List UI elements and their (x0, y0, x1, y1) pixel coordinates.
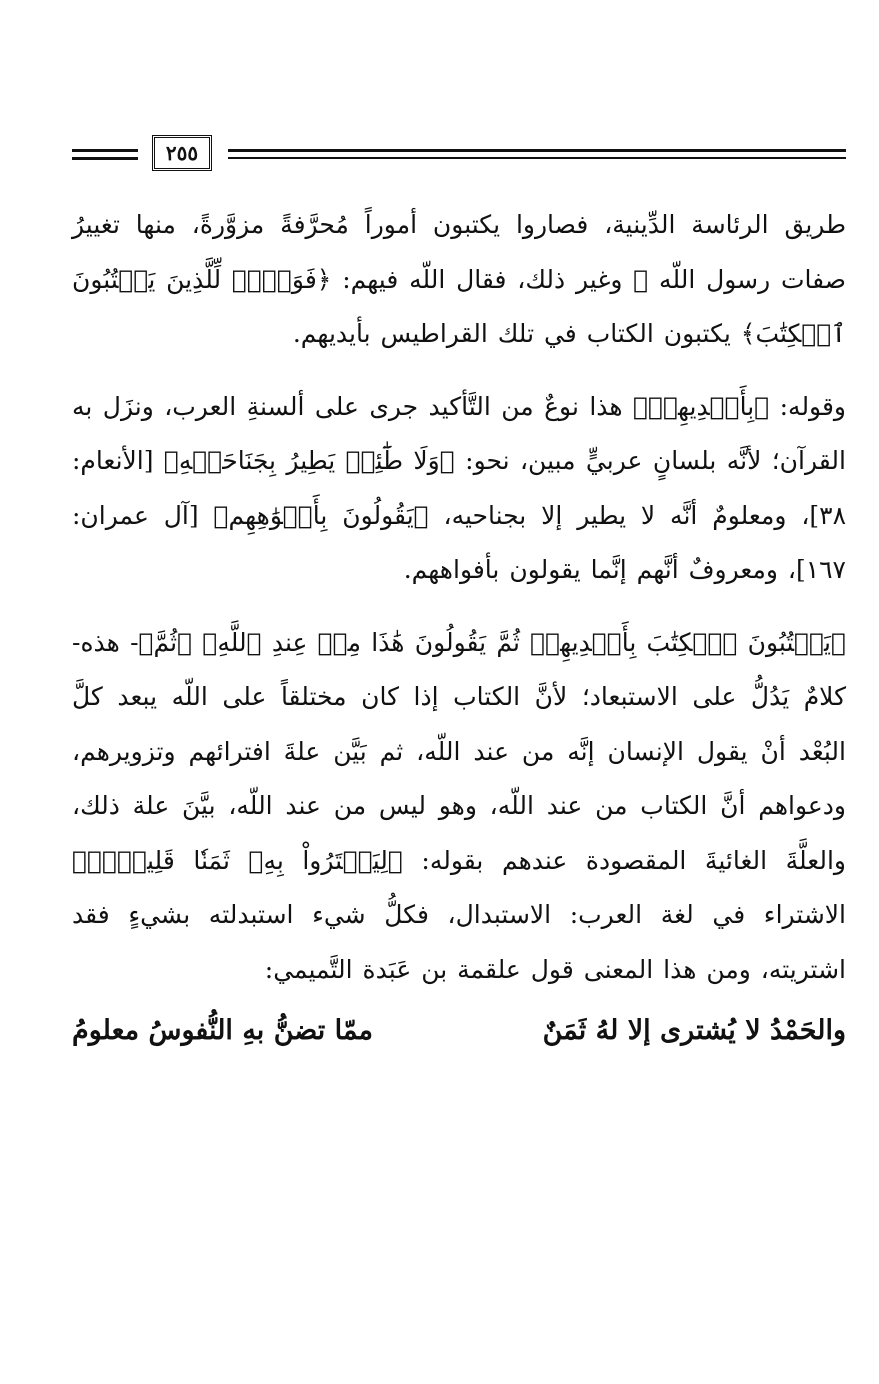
page-body (72, 198, 846, 1051)
poetry-verse (72, 1011, 846, 1051)
header-rule-long (228, 149, 846, 152)
paragraph: ﴿يَكۡتُبُونَ ٱلۡكِتَٰبَ بِأَيۡدِيهِمۡ ثُمَّ يَقُولُونَ هَٰذَا مِنۡ عِندِ ٱللَّهِ﴾ ﴿ثُمَّ﴾- هذه- كلامٌ يَدُلُّ على الاستبعاد؛ لأنَّ الكتاب إذا كان مختلقاً على اللّه يبعد كلَّ البُعْد أنْ يقول الإنسان إنَّه من عند اللّه، ثم بَيَّن علةَ افترائهم وتزويرهم، ودعواهم أنَّ الكتاب من عند اللّه، وهو ليس من عند اللّه، بيَّنَ علة ذلك، والعلَّةَ الغائيةَ المقصودة عندهم بقوله: ﴿لِيَشۡتَرُواْ بِهِۦ ثَمَنٗا قَلِيلٗاۖ﴾ الاشتراء في لغة العرب: الاستبدال، فكلُّ شيء استبدلته بشيءٍ فقد اشتريته، ومن هذا المعنى قول علقمة بن عَبَدة التَّميمي: (72, 627, 846, 984)
verse-hemistich-first: والحَمْدُ لا يُشترى إلا لهُ ثَمَنٌ (542, 1015, 846, 1046)
header-rule-short (72, 149, 138, 152)
header-rule-long (228, 157, 846, 159)
verse-hemistich-second: ممّا تضنُّ بهِ النُّفوسُ معلومُ (72, 1015, 373, 1046)
paragraph: طريق الرئاسة الدِّينية، فصاروا يكتبون أموراً مُحرَّفةً مزوَّرةً، منها تغييرُ صفات رسول اللّه ﷺ وغير ذلك، فقال اللّه فيهم: ﴿فَوَيۡلٞ لِّلَّذِينَ يَكۡتُبُونَ ٱلۡكِتَٰبَ﴾ يكتبون الكتاب في تلك القراطيس بأيديهم. (72, 210, 846, 348)
header-rule-short (72, 157, 138, 160)
page-header (72, 135, 846, 175)
page-number: ٢٥٥ (152, 135, 212, 171)
paragraph: وقوله: ﴿بِأَيۡدِيهِمۡ﴾ هذا نوعٌ من التَّأكيد جرى على ألسنةِ العرب، ونزَل به القرآن؛ لأنَّه بلسانٍ عربيٍّ مبين، نحو: ﴿وَلَا طَٰٓئِرٖ يَطِيرُ بِجَنَاحَيۡهِ﴾ [الأنعام: ٣٨]، ومعلومٌ أنَّه لا يطير إلا بجناحيه، ﴿يَقُولُونَ بِأَفۡوَٰهِهِم﴾ [آل عمران: ١٦٧]، ومعروفٌ أنَّهم إنَّما يقولون بأفواههم. (72, 391, 846, 584)
